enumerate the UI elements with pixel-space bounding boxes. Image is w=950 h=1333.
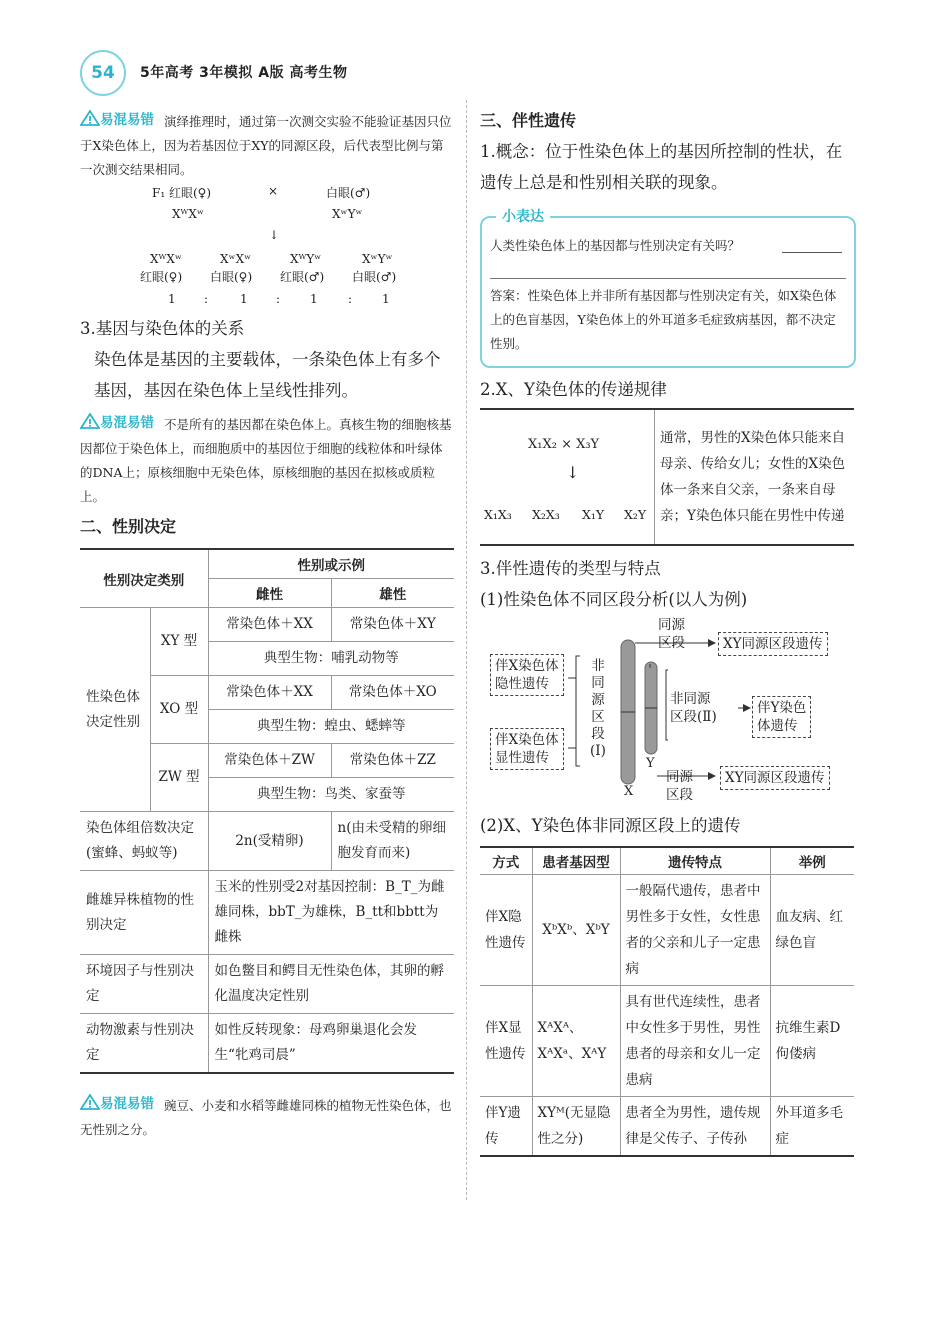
warn-text: 豌豆、小麦和水稻等雌雄同株的植物无性染色体，也无性别之分。 [80,1098,452,1137]
warn-text: 演绎推理时，通过第一次测交实验不能验证基因只位于X染色体上，因为若基因位于XY的同源区段，后代表型比例与第一次测交结果相同。 [80,114,452,177]
row-label: 动物激素与性别决定 [80,1014,208,1074]
section-gene-chromosome [80,313,452,406]
cell: 伴Y遗传 [480,1097,532,1157]
chromosome-diagram [480,616,852,806]
section-text: 染色体是基因的主要载体，一条染色体上有多个基因，基因在染色体上呈线性排列。 [94,350,441,400]
page-number: 54 [80,50,126,96]
cell: XᵇXᵇ、XᵇY [532,875,620,986]
cross-text: X₁X₂ × X₃Y [528,437,600,452]
cell: 具有世代连续性，患者中女性多于男性，男性患者的母亲和女儿一定患病 [620,986,770,1097]
section-title-types: 3.伴性遗传的类型与特点 [480,559,661,578]
offspring-genotype: X₂Y [624,507,647,522]
cell: 典型生物：哺乳动物等 [208,642,454,676]
cell: 常染色体＋ZZ [331,744,454,778]
y-label: Y [646,756,655,771]
warning-icon [80,1094,100,1110]
cell: XYᴹ(无显隐性之分) [532,1097,620,1157]
down-arrow-icon: ↓ [269,228,280,242]
non-homologous-segment-1: 非 同 源 区 段 (Ⅰ) [590,658,606,759]
section-title-sex-determination: 二、性别决定 [80,517,177,536]
parent2-phenotype: 白眼(♂) [326,186,371,200]
cell: 常染色体＋XX [208,608,331,642]
table-header-row [80,549,454,579]
table-row [80,1014,454,1074]
warn-text: 不是所有的基因都在染色体上。真核生物的细胞核基因都位于染色体上，而细胞质中的基因位于细胞的线粒体和叶绿体的DNA上；原核细胞中无染色体，原核细胞的基因在拟核或质粒上。 [80,417,452,504]
cell: 2n(受精卵) [208,812,331,871]
row-label: 性染色体决定性别 [80,608,150,812]
cell: 伴X显性遗传 [480,986,532,1097]
table-row [80,955,454,1014]
offspring-genotype: X₁X₃ [484,507,512,522]
cell: 常染色体＋XO [331,676,454,710]
offspring-phenotype: 红眼(♀) [140,270,183,284]
type-xy: XY 型 [150,608,208,676]
offspring-genotype: XᵂYʷ [290,252,322,266]
offspring-genotype: X₁Y [582,507,605,522]
cell: n(由未受精的卵细胞发育而来) [331,812,454,871]
x-label: X [624,784,634,799]
header-female: 雌性 [208,579,331,608]
warn-badge [80,108,154,128]
warn-badge [80,411,154,431]
cell: 玉米的性别受2对基因控制：B_T_为雌雄同株，bbT_为雄株，B_tt和bbtt为雌株 [208,871,454,955]
type-xo: XO 型 [150,676,208,744]
cell: XᴬXᴬ、XᴬXᵃ、XᴬY [532,986,620,1097]
left-column [80,108,452,182]
transmission-table [480,408,854,546]
warn-label: 易混易错 [100,112,154,128]
header-group: 性别或示例 [208,549,454,579]
cross-sign: × [268,184,279,198]
answer-blank [782,252,842,253]
ratio-value: 1 [240,292,248,306]
warn-note-2 [80,411,452,509]
offspring-phenotype: 红眼(♂) [280,270,325,284]
cell: 一般隔代遗传，患者中男性多于女性，女性患者的父亲和儿子一定患病 [620,875,770,986]
offspring-genotype: XʷXʷ [220,252,252,266]
cell: 外耳道多毛症 [770,1097,854,1157]
cell: 典型生物：鸟类、家蚕等 [208,778,454,812]
header-cell: 方式 [480,847,532,875]
table-row [480,409,854,545]
ratio-value: 1 [168,292,176,306]
cell: 如色鳖目和鳄目无性染色体，其卵的孵化温度决定性别 [208,955,454,1014]
header-cell: 遗传特点 [620,847,770,875]
cell: 伴X隐性遗传 [480,875,532,986]
table-row [80,871,454,955]
warn-note-1 [80,108,452,182]
table-row [480,986,854,1097]
header-male: 雄性 [331,579,454,608]
row-label: 环境因子与性别决定 [80,955,208,1014]
row-label: 雌雄异株植物的性别决定 [80,871,208,955]
y-linked-box: 伴Y染色 体遗传 [752,696,811,738]
section-title-sex-linked: 三、伴性遗传 [480,111,577,130]
offspring-genotype: X₂X₃ [532,507,560,522]
subsection-title-segments: (1)性染色体不同区段分析(以人为例) [480,590,748,609]
parent2-genotype: XʷYʷ [332,207,363,221]
homologous-segment-top: 同源 区段 [658,617,685,651]
ratio-value: 1 [310,292,318,306]
ratio-sep: : [204,292,209,306]
xy-homologous-inheritance-bottom: XY同源区段遗传 [720,766,830,790]
ratio-value: 1 [382,292,390,306]
section-title: 3.基因与染色体的关系 [80,319,245,338]
warn-label: 易混易错 [100,415,154,431]
xiao-biaoda-box [480,209,856,368]
parent1-genotype: XᵂXʷ [172,207,204,221]
inheritance-types-table [480,846,854,1157]
cell: 常染色体＋XY [331,608,454,642]
cell: 典型生物：蝗虫、蟋蟀等 [208,710,454,744]
offspring-phenotype: 白眼(♀) [210,270,253,284]
non-homologous-segment-2: 非同源 区段(Ⅱ) [670,691,717,725]
parent1-phenotype: F₁ 红眼(♀) [152,186,212,200]
question-text: 人类性染色体上的基因都与性别决定有关吗？ [490,238,741,253]
warn-badge [80,1092,154,1112]
section-title-transmission: 2.X、Y染色体的传递规律 [480,380,667,399]
column-divider [466,100,467,1200]
xy-homologous-inheritance-top: XY同源区段遗传 [718,632,828,656]
down-arrow-icon: ↓ [566,463,580,482]
header-type: 性别决定类别 [80,549,208,608]
table-header-row [480,847,854,875]
cell: 血友病、红绿色盲 [770,875,854,986]
cross-diagram [80,180,452,310]
xiao-biaoda-label: 小表达 [496,206,550,226]
homologous-segment-bottom: 同源 区段 [666,769,693,803]
type-zw: ZW 型 [150,744,208,812]
x-recessive-box: 伴X染色体 隐性遗传 [490,654,564,696]
warning-icon [80,110,100,126]
table-row [480,875,854,986]
warning-icon [80,413,100,429]
table-row [80,812,454,871]
ratio-sep: : [276,292,281,306]
subsection-title-nonhomologous: (2)X、Y染色体非同源区段上的遗传 [480,816,741,835]
running-header: 5年高考 3年模拟 A版 高考生物 [140,65,348,81]
warn-note-3 [80,1092,452,1142]
cell: 患者全为男性，遗传规律是父传子、子传孙 [620,1097,770,1157]
cell: 常染色体＋XX [208,676,331,710]
table-row [480,1097,854,1157]
concept-text: 1.概念：位于性染色体上的基因所控制的性状，在遗传上总是和性别相关联的现象。 [480,142,843,192]
x-dominant-box: 伴X染色体 显性遗传 [490,728,564,770]
sex-determination-table [80,548,454,1074]
ratio-sep: : [348,292,353,306]
cell: 抗维生素D佝偻病 [770,986,854,1097]
offspring-genotype: XʷYʷ [362,252,393,266]
cell: 常染色体＋ZW [208,744,331,778]
warn-label: 易混易错 [100,1096,154,1112]
cross-cell [480,409,655,545]
table-row [80,608,454,642]
header-cell: 患者基因型 [532,847,620,875]
row-label: 染色体组倍数决定(蜜蜂、蚂蚁等) [80,812,208,871]
offspring-phenotype: 白眼(♂) [352,270,397,284]
transmission-text: 通常，男性的X染色体只能来自母亲、传给女儿；女性的X染色体一条来自父亲，一条来自母亲；Y染色体只能在男性中传递 [655,409,855,545]
divider [490,278,846,279]
offspring-genotype: XᵂXʷ [150,252,182,266]
header-cell: 举例 [770,847,854,875]
answer-text: 答案：性染色体上并非所有基因都与性别决定有关，如X染色体上的色盲基因，Y染色体上的外耳道多毛症致病基因，都不决定性别。 [490,288,837,351]
cell: 如性反转现象：母鸡卵巢退化会发生“牝鸡司晨” [208,1014,454,1074]
